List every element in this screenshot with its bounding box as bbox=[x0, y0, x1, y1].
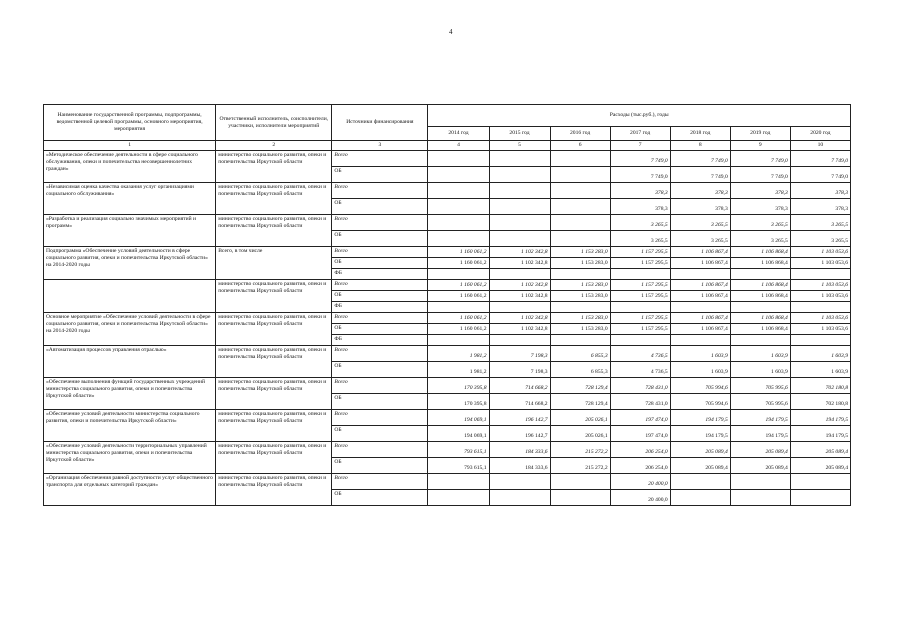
financing-table bbox=[43, 104, 851, 506]
expense-value: 184 333,6 bbox=[489, 458, 550, 474]
expense-value bbox=[489, 167, 550, 183]
expense-value: 7 749,0 bbox=[730, 167, 790, 183]
expense-value bbox=[489, 490, 550, 506]
table-row bbox=[44, 474, 851, 490]
funding-source: Всего bbox=[332, 410, 428, 426]
funding-source: ОБ bbox=[332, 394, 428, 410]
expense-value: 1 153 283,0 bbox=[550, 324, 610, 335]
expense-value: 205 089,4 bbox=[790, 442, 850, 458]
expense-value bbox=[428, 167, 489, 183]
executor: министерство социального развития, опеки и попечительства Иркутской области bbox=[216, 280, 332, 313]
expense-value: 1 160 061,2 bbox=[428, 313, 489, 324]
expense-value: 1 981,2 bbox=[428, 346, 489, 362]
expense-value: 4 736,5 bbox=[610, 362, 670, 378]
expense-value: 184 333,6 bbox=[489, 442, 550, 458]
funding-source: ОБ bbox=[332, 258, 428, 269]
expense-value: 7 749,0 bbox=[670, 167, 730, 183]
expense-value: 1 153 283,0 bbox=[550, 280, 610, 291]
header-year: 2019 год bbox=[730, 127, 790, 141]
expense-value: 702 180,8 bbox=[790, 378, 850, 394]
expense-value bbox=[550, 215, 610, 231]
expense-value bbox=[489, 335, 550, 346]
expense-value: 1 153 283,0 bbox=[550, 258, 610, 269]
table-row bbox=[44, 151, 851, 167]
expense-value: 6 855,3 bbox=[550, 346, 610, 362]
expense-value: 7 749,0 bbox=[610, 151, 670, 167]
expense-value bbox=[489, 215, 550, 231]
expense-value: 1 102 342,8 bbox=[489, 313, 550, 324]
expense-value bbox=[489, 183, 550, 199]
expense-value: 1 106 868,4 bbox=[730, 324, 790, 335]
expense-value bbox=[428, 490, 489, 506]
expense-value bbox=[428, 183, 489, 199]
funding-source: ФБ bbox=[332, 302, 428, 313]
column-number: 10 bbox=[790, 141, 850, 151]
expense-value: 728 129,4 bbox=[550, 394, 610, 410]
funding-source: ОБ bbox=[332, 324, 428, 335]
expense-value: 20 400,0 bbox=[610, 474, 670, 490]
expense-value: 1 103 053,6 bbox=[790, 313, 850, 324]
expense-value: 1 160 061,2 bbox=[428, 258, 489, 269]
expense-value: 7 749,0 bbox=[670, 151, 730, 167]
expense-value bbox=[428, 302, 489, 313]
funding-source: Всего bbox=[332, 247, 428, 258]
expense-value bbox=[489, 151, 550, 167]
funding-source: Всего bbox=[332, 378, 428, 394]
expense-value bbox=[428, 215, 489, 231]
expense-value: 1 106 867,4 bbox=[670, 280, 730, 291]
expense-value: 378,3 bbox=[610, 183, 670, 199]
expense-value: 1 102 342,8 bbox=[489, 247, 550, 258]
expense-value: 7 198,3 bbox=[489, 362, 550, 378]
expense-value: 170 395,8 bbox=[428, 394, 489, 410]
expense-value: 7 749,0 bbox=[730, 151, 790, 167]
expense-value: 1 102 342,8 bbox=[489, 291, 550, 302]
expense-value: 1 157 295,5 bbox=[610, 324, 670, 335]
column-number: 5 bbox=[489, 141, 550, 151]
expense-value: 1 603,9 bbox=[670, 362, 730, 378]
expense-value: 1 106 868,4 bbox=[730, 313, 790, 324]
table-row bbox=[44, 183, 851, 199]
expense-value: 1 102 342,8 bbox=[489, 258, 550, 269]
expense-value: 793 615,1 bbox=[428, 458, 489, 474]
measure-name: «Обеспечение условий деятельности территориальных управлений министерства социального развития, опеки и попечительства Иркутской области» bbox=[44, 442, 216, 474]
expense-value: 194 179,5 bbox=[790, 410, 850, 426]
expense-value: 4 736,5 bbox=[610, 346, 670, 362]
expense-value: 3 265,5 bbox=[730, 215, 790, 231]
executor: министерство социального развития, опеки и попечительства Иркутской области bbox=[216, 474, 332, 506]
expense-value bbox=[550, 151, 610, 167]
expense-value: 194 069,1 bbox=[428, 426, 489, 442]
expense-value bbox=[670, 302, 730, 313]
funding-source: ОБ bbox=[332, 458, 428, 474]
header-year: 2015 год bbox=[489, 127, 550, 141]
expense-value: 205 089,4 bbox=[790, 458, 850, 474]
header-year: 2014 год bbox=[428, 127, 489, 141]
executor: министерство социального развития, опеки и попечительства Иркутской области bbox=[216, 151, 332, 183]
expense-value: 714 668,2 bbox=[489, 394, 550, 410]
expense-value: 205 089,4 bbox=[730, 442, 790, 458]
header-expenses: Расходы (тыс.руб.), годы bbox=[428, 105, 851, 127]
expense-value: 3 265,5 bbox=[610, 215, 670, 231]
expense-value: 1 106 867,4 bbox=[670, 291, 730, 302]
expense-value: 1 160 061,2 bbox=[428, 247, 489, 258]
expense-value: 1 106 868,4 bbox=[730, 280, 790, 291]
funding-source: Всего bbox=[332, 215, 428, 231]
expense-value: 1 157 295,5 bbox=[610, 291, 670, 302]
table-row bbox=[44, 247, 851, 258]
expense-value: 714 668,2 bbox=[489, 378, 550, 394]
expense-value: 793 615,1 bbox=[428, 442, 489, 458]
expense-value: 1 153 283,0 bbox=[550, 247, 610, 258]
funding-source: ОБ bbox=[332, 490, 428, 506]
page-number: 4 bbox=[449, 28, 453, 36]
expense-value: 1 103 053,6 bbox=[790, 324, 850, 335]
header-year: 2016 год bbox=[550, 127, 610, 141]
expense-value: 194 069,1 bbox=[428, 410, 489, 426]
expense-value bbox=[550, 474, 610, 490]
expense-value: 378,3 bbox=[670, 199, 730, 215]
expense-value: 205 089,4 bbox=[670, 458, 730, 474]
expense-value bbox=[550, 269, 610, 280]
expense-value: 1 103 053,6 bbox=[790, 258, 850, 269]
expense-value: 378,3 bbox=[730, 183, 790, 199]
expense-value: 170 395,8 bbox=[428, 378, 489, 394]
expense-value: 705 995,6 bbox=[730, 394, 790, 410]
expense-value: 7 749,0 bbox=[790, 167, 850, 183]
expense-value: 702 180,8 bbox=[790, 394, 850, 410]
expense-value: 1 106 867,4 bbox=[670, 324, 730, 335]
funding-source: Всего bbox=[332, 442, 428, 458]
expense-value: 3 265,5 bbox=[790, 231, 850, 247]
measure-name: «Обеспечение условий деятельности министерства социального развития, опеки и попечительства Иркутской области» bbox=[44, 410, 216, 442]
funding-source: ФБ bbox=[332, 269, 428, 280]
expense-value bbox=[730, 490, 790, 506]
expense-value: 1 603,9 bbox=[790, 362, 850, 378]
expense-value: 197 474,0 bbox=[610, 426, 670, 442]
expense-value: 1 103 053,6 bbox=[790, 280, 850, 291]
expense-value bbox=[428, 231, 489, 247]
expense-value: 378,3 bbox=[610, 199, 670, 215]
table-row bbox=[44, 280, 851, 291]
header-year: 2017 год bbox=[610, 127, 670, 141]
header-name: Наименование государственной программы, подпрограммы, ведомственной целевой программы, основного мероприятия, мероприятия bbox=[44, 105, 216, 141]
expense-value: 196 142,7 bbox=[489, 426, 550, 442]
expense-value: 1 160 061,2 bbox=[428, 291, 489, 302]
expense-value: 1 157 295,5 bbox=[610, 280, 670, 291]
funding-source: ОБ bbox=[332, 231, 428, 247]
funding-source: ОБ bbox=[332, 167, 428, 183]
funding-source: Всего bbox=[332, 313, 428, 324]
executor: министерство социального развития, опеки и попечительства Иркутской области bbox=[216, 442, 332, 474]
expense-value bbox=[428, 269, 489, 280]
funding-source: Всего bbox=[332, 183, 428, 199]
expense-value bbox=[670, 490, 730, 506]
expense-value bbox=[670, 269, 730, 280]
expense-value: 705 994,6 bbox=[670, 394, 730, 410]
expense-value: 20 400,0 bbox=[610, 490, 670, 506]
expense-value: 1 157 295,5 bbox=[610, 247, 670, 258]
expense-value bbox=[610, 302, 670, 313]
expense-value: 205 089,4 bbox=[730, 458, 790, 474]
expense-value bbox=[610, 269, 670, 280]
table-row bbox=[44, 378, 851, 394]
column-number: 4 bbox=[428, 141, 489, 151]
expense-value: 1 981,2 bbox=[428, 362, 489, 378]
expense-value: 1 103 053,6 bbox=[790, 247, 850, 258]
header-year: 2020 год bbox=[790, 127, 850, 141]
expense-value: 728 431,0 bbox=[610, 394, 670, 410]
expense-value bbox=[489, 302, 550, 313]
column-number: 6 bbox=[550, 141, 610, 151]
expense-value bbox=[790, 302, 850, 313]
expense-value: 6 855,3 bbox=[550, 362, 610, 378]
expense-value: 1 106 867,4 bbox=[670, 247, 730, 258]
expense-value: 197 474,0 bbox=[610, 410, 670, 426]
expense-value: 1 157 295,5 bbox=[610, 258, 670, 269]
expense-value bbox=[428, 335, 489, 346]
expense-value: 1 603,9 bbox=[730, 346, 790, 362]
executor: министерство социального развития, опеки и попечительства Иркутской области bbox=[216, 410, 332, 442]
expense-value: 1 157 295,5 bbox=[610, 313, 670, 324]
expense-value: 196 142,7 bbox=[489, 410, 550, 426]
expense-value: 1 153 283,0 bbox=[550, 313, 610, 324]
expense-value bbox=[550, 302, 610, 313]
column-number: 7 bbox=[610, 141, 670, 151]
funding-source: Всего bbox=[332, 474, 428, 490]
expense-value bbox=[550, 231, 610, 247]
expense-value bbox=[790, 474, 850, 490]
expense-value: 215 272,2 bbox=[550, 442, 610, 458]
column-number: 9 bbox=[730, 141, 790, 151]
column-number: 8 bbox=[670, 141, 730, 151]
table-row bbox=[44, 313, 851, 324]
expense-value: 378,3 bbox=[730, 199, 790, 215]
executor: министерство социального развития, опеки и попечительства Иркутской области bbox=[216, 378, 332, 410]
expense-value: 194 179,5 bbox=[670, 410, 730, 426]
expense-value: 1 603,9 bbox=[730, 362, 790, 378]
expense-value: 1 106 868,4 bbox=[730, 291, 790, 302]
expense-value: 7 198,3 bbox=[489, 346, 550, 362]
funding-source: ОБ bbox=[332, 362, 428, 378]
expense-value: 205 026,1 bbox=[550, 426, 610, 442]
expense-value bbox=[550, 183, 610, 199]
expense-value bbox=[730, 335, 790, 346]
expense-value bbox=[489, 269, 550, 280]
header-source: Источники финансирования bbox=[332, 105, 428, 141]
measure-name: «Методическое обеспечение деятельности в сфере социального обслуживания, опеки и попечительства несовершеннолетних граждан» bbox=[44, 151, 216, 183]
expense-value bbox=[730, 269, 790, 280]
expense-value: 378,3 bbox=[790, 199, 850, 215]
measure-name: «Независимая оценка качества оказания услуг организациями социального обслуживания» bbox=[44, 183, 216, 215]
expense-value: 705 994,6 bbox=[670, 378, 730, 394]
expense-value: 1 106 867,4 bbox=[670, 313, 730, 324]
funding-source: ОБ bbox=[332, 199, 428, 215]
measure-name: «Обеспечение выполнения функций государственных учреждений министерства социального развития, опеки и попечительства Иркутской области» bbox=[44, 378, 216, 410]
expense-value bbox=[670, 474, 730, 490]
expense-value: 1 106 868,4 bbox=[730, 258, 790, 269]
expense-value bbox=[428, 474, 489, 490]
expense-value: 3 265,5 bbox=[670, 215, 730, 231]
expense-value bbox=[489, 474, 550, 490]
expense-value: 1 103 053,6 bbox=[790, 291, 850, 302]
expense-value: 1 106 867,4 bbox=[670, 258, 730, 269]
funding-source: ОБ bbox=[332, 426, 428, 442]
executor: министерство социального развития, опеки и попечительства Иркутской области bbox=[216, 215, 332, 247]
expense-value bbox=[730, 302, 790, 313]
column-number: 3 bbox=[332, 141, 428, 151]
expense-value: 7 749,0 bbox=[790, 151, 850, 167]
measure-name: Подпрограмма «Обеспечение условий деятельности в сфере социального развития, опеки и попечительства Иркутской области» на 2014-2020 годы bbox=[44, 247, 216, 280]
expense-value: 1 102 342,8 bbox=[489, 324, 550, 335]
funding-source: ФБ bbox=[332, 335, 428, 346]
executor: Всего, в том числе bbox=[216, 247, 332, 280]
expense-value bbox=[489, 231, 550, 247]
expense-value bbox=[790, 269, 850, 280]
header-executor: Ответственный исполнитель, соисполнители, участники, исполнители мероприятий bbox=[216, 105, 332, 141]
expense-value: 3 265,5 bbox=[610, 231, 670, 247]
expense-value: 1 106 868,4 bbox=[730, 247, 790, 258]
expense-value: 3 265,5 bbox=[730, 231, 790, 247]
expense-value bbox=[550, 199, 610, 215]
expense-value bbox=[428, 199, 489, 215]
expense-value: 7 749,0 bbox=[610, 167, 670, 183]
expense-value: 194 179,5 bbox=[670, 426, 730, 442]
funding-source: Всего bbox=[332, 280, 428, 291]
funding-source: Всего bbox=[332, 346, 428, 362]
expense-value: 3 265,5 bbox=[790, 215, 850, 231]
executor: министерство социального развития, опеки и попечительства Иркутской области bbox=[216, 346, 332, 378]
expense-value: 728 129,4 bbox=[550, 378, 610, 394]
expense-value: 215 272,2 bbox=[550, 458, 610, 474]
expense-value bbox=[730, 474, 790, 490]
table-header bbox=[44, 105, 851, 151]
measure-name: «Автоматизация процессов управления отраслью» bbox=[44, 346, 216, 378]
expense-value: 194 179,5 bbox=[790, 426, 850, 442]
expense-value: 705 995,6 bbox=[730, 378, 790, 394]
expense-value bbox=[550, 335, 610, 346]
expense-value: 728 431,0 bbox=[610, 378, 670, 394]
expense-value: 1 603,9 bbox=[790, 346, 850, 362]
expense-value bbox=[489, 199, 550, 215]
measure-name: Основное мероприятие «Обеспечение условий деятельности в сфере социального развития, опеки и попечительства Иркутской области» на 2014-2020 годы bbox=[44, 313, 216, 346]
expense-value: 1 603,9 bbox=[670, 346, 730, 362]
measure-name: «Организация обеспечения равной доступности услуг общественного транспорта для отдельных категорий граждан» bbox=[44, 474, 216, 506]
column-number: 2 bbox=[216, 141, 332, 151]
expense-value bbox=[428, 151, 489, 167]
funding-source: ОБ bbox=[332, 291, 428, 302]
table-row bbox=[44, 346, 851, 362]
table-row bbox=[44, 215, 851, 231]
expense-value: 194 179,5 bbox=[730, 426, 790, 442]
expense-value: 206 254,0 bbox=[610, 442, 670, 458]
measure-name: «Разработка и реализация социально значимых мероприятий и программ» bbox=[44, 215, 216, 247]
header-year: 2018 год bbox=[670, 127, 730, 141]
expense-value: 1 160 061,2 bbox=[428, 280, 489, 291]
expense-value bbox=[790, 490, 850, 506]
expense-value: 3 265,5 bbox=[670, 231, 730, 247]
expense-value: 206 254,0 bbox=[610, 458, 670, 474]
measure-name bbox=[44, 280, 216, 313]
executor: министерство социального развития, опеки и попечительства Иркутской области bbox=[216, 183, 332, 215]
expense-value: 1 102 342,8 bbox=[489, 280, 550, 291]
funding-source: Всего bbox=[332, 151, 428, 167]
expense-value bbox=[790, 335, 850, 346]
expense-value: 1 160 061,2 bbox=[428, 324, 489, 335]
expense-value: 378,3 bbox=[790, 183, 850, 199]
expense-value bbox=[550, 490, 610, 506]
expense-value bbox=[670, 335, 730, 346]
column-number: 1 bbox=[44, 141, 216, 151]
executor: министерство социального развития, опеки и попечительства Иркутской области bbox=[216, 313, 332, 346]
expense-value bbox=[550, 167, 610, 183]
expense-value: 1 153 283,0 bbox=[550, 291, 610, 302]
expense-value: 378,3 bbox=[670, 183, 730, 199]
expense-value: 194 179,5 bbox=[730, 410, 790, 426]
table-row bbox=[44, 410, 851, 426]
table-row bbox=[44, 442, 851, 458]
expense-value: 205 026,1 bbox=[550, 410, 610, 426]
expense-value bbox=[610, 335, 670, 346]
expense-value: 205 089,4 bbox=[670, 442, 730, 458]
